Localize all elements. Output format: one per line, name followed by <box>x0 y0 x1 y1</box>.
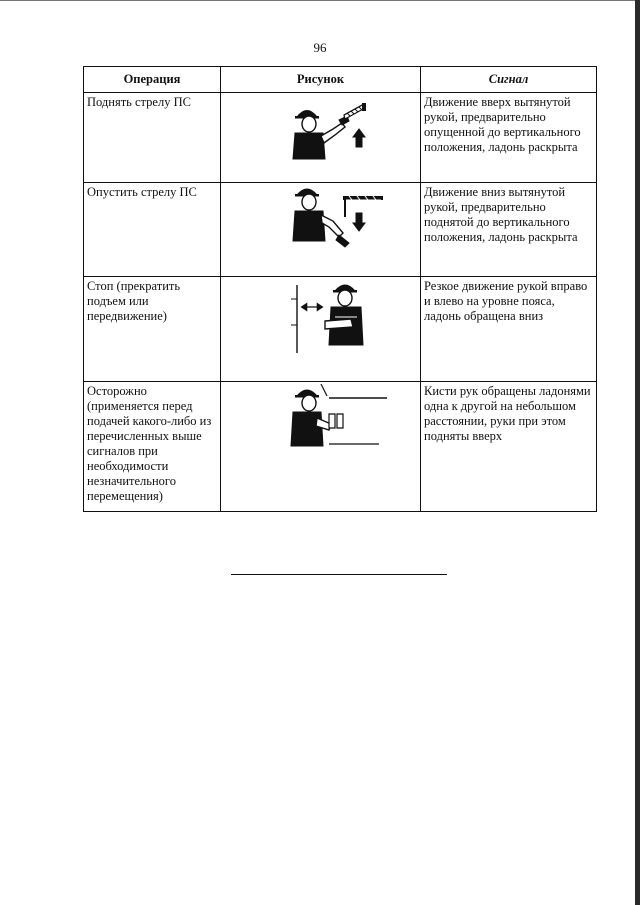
worker-lowering-arm-boom-down-icon <box>221 185 419 265</box>
worker-raising-arm-boom-up-icon <box>221 95 419 175</box>
page-number: 96 <box>313 40 327 55</box>
worker-stop-gesture-icon <box>221 279 419 359</box>
worker-caution-gesture-icon <box>221 384 419 464</box>
scan-edge-right <box>635 0 640 905</box>
signal-cell: Кисти рук обращены ладонями одна к другой на небольшом расстоянии, руки при этом подняты вверх <box>421 382 597 512</box>
header-picture: Рисунок <box>221 67 421 93</box>
operation-cell: Опустить стрелу ПС <box>84 183 221 277</box>
signal-cell: Движение вниз вытянутой рукой, предварительно поднятой до вертикального положения, ладонь раскрыта <box>421 183 597 277</box>
operation-cell: Стоп (прекратить подъем или передвижение) <box>84 277 221 382</box>
table-header-row <box>84 67 597 93</box>
table-row <box>84 183 597 277</box>
end-rule <box>231 574 447 575</box>
operation-cell: Поднять стрелу ПС <box>84 93 221 183</box>
picture-cell <box>221 93 421 183</box>
picture-cell <box>221 382 421 512</box>
signals-table <box>83 66 597 512</box>
operation-cell: Осторожно (применяется перед подачей какого-либо из перечисленных выше сигналов при необходимости незначительного перемещения) <box>84 382 221 512</box>
table-row <box>84 93 597 183</box>
scan-edge-top <box>0 0 640 1</box>
picture-cell <box>221 183 421 277</box>
table-row <box>84 277 597 382</box>
signal-cell: Резкое движение рукой вправо и влево на уровне пояса, ладонь обращена вниз <box>421 277 597 382</box>
header-operation: Операция <box>84 67 221 93</box>
signal-cell: Движение вверх вытянутой рукой, предварительно опущенной до вертикального положения, ладонь раскрыта <box>421 93 597 183</box>
picture-cell <box>221 277 421 382</box>
table-row <box>84 382 597 512</box>
header-signal: Сигнал <box>421 67 597 93</box>
